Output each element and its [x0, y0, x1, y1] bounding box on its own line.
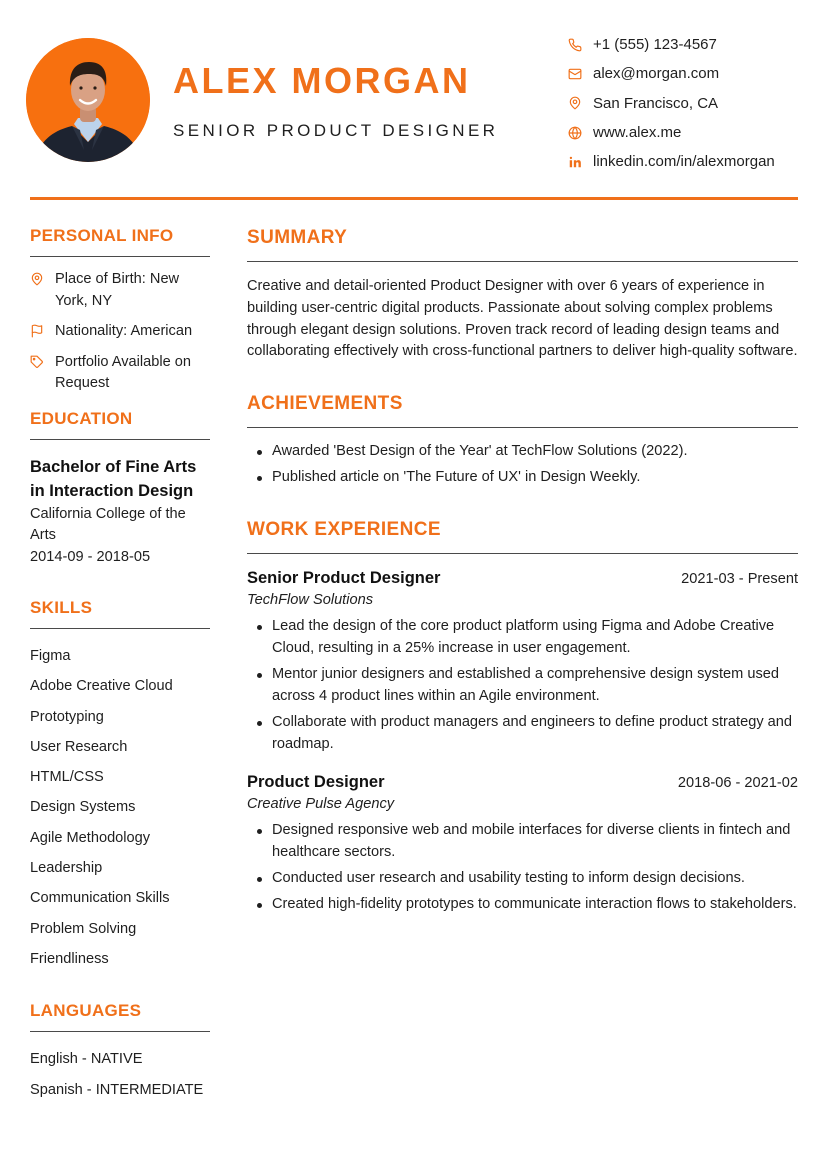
- job-bullet: Lead the design of the core product platform using Figma and Adobe Creative Cloud, resulting in a 25% increase in user engagement.: [247, 616, 798, 660]
- skill-item: Leadership: [30, 860, 103, 877]
- skills-section: [30, 598, 210, 974]
- summary-section: [247, 227, 798, 363]
- achievements-title: ACHIEVEMENTS: [247, 393, 798, 428]
- personal-info-item: [30, 352, 210, 395]
- skill-item: Prototyping: [30, 708, 104, 725]
- job-bullet: Mentor junior designers and established a comprehensive design system used across 4 product lines within an Agile environment.: [247, 664, 798, 708]
- contact-linkedin[interactable]: [568, 147, 818, 176]
- job-entry: [247, 569, 798, 756]
- work-experience-section: [247, 519, 798, 916]
- summary-title: SUMMARY: [247, 227, 798, 262]
- job-bullet: Designed responsive web and mobile interfaces for diverse clients in fintech and healthcare sectors.: [247, 820, 798, 864]
- job-title: Product Designer: [247, 773, 385, 792]
- job-company: TechFlow Solutions: [247, 592, 374, 609]
- language-item: Spanish - INTERMEDIATE: [30, 1081, 204, 1098]
- phone-icon: [568, 38, 582, 52]
- skill-item: Friendliness: [30, 950, 109, 967]
- header-divider: [30, 197, 798, 200]
- email-icon: [568, 67, 582, 81]
- summary-text: Creative and detail-oriented Product Designer with over 6 years of experience in building user-centric digital products. Passionate about solving complex problems through elegant design solutions. Proven track record of leading design teams and collaborating effectively with cross-functional partners to deliver high-quality software.: [247, 278, 798, 360]
- avatar: [26, 38, 150, 162]
- candidate-role: SENIOR PRODUCT DESIGNER: [173, 121, 499, 140]
- job-bullets: [247, 616, 798, 756]
- job-title: Senior Product Designer: [247, 569, 441, 588]
- achievements-section: [247, 393, 798, 489]
- personal-info-section: [30, 226, 210, 395]
- flag-icon: [30, 324, 44, 338]
- skill-list: [30, 641, 210, 974]
- achievement-list: [247, 441, 798, 489]
- job-bullet: Collaborate with product managers and engineers to define product strategy and roadmap.: [247, 712, 798, 756]
- job-bullet: Conducted user research and usability testing to inform design decisions.: [247, 868, 798, 890]
- personal-info-title: PERSONAL INFO: [30, 226, 210, 257]
- contact-website[interactable]: [568, 118, 818, 147]
- candidate-name: ALEX MORGAN: [173, 60, 471, 101]
- skill-item: Adobe Creative Cloud: [30, 678, 173, 695]
- language-list: [30, 1044, 210, 1105]
- left-column: [30, 226, 210, 1105]
- skill-item: Agile Methodology: [30, 829, 151, 846]
- skill-item: Figma: [30, 648, 71, 664]
- skills-title: SKILLS: [30, 598, 210, 629]
- skill-item: Design Systems: [30, 799, 136, 816]
- skill-item: User Research: [30, 738, 128, 755]
- education-degree: Bachelor of Fine Arts in Interaction Design: [30, 457, 197, 500]
- job-bullets: [247, 820, 798, 916]
- education-dates: 2014-09 - 2018-05: [30, 548, 151, 565]
- contact-email-text: alex@morgan.com: [593, 65, 720, 83]
- achievement-item: Awarded 'Best Design of the Year' at TechFlow Solutions (2022).: [247, 441, 798, 463]
- profile-photo: [26, 38, 150, 162]
- personal-info-text: Portfolio Available on Request: [55, 353, 192, 391]
- contact-location: [568, 89, 818, 118]
- job-company: Creative Pulse Agency: [247, 796, 395, 813]
- location-icon: [568, 96, 582, 110]
- language-item: English - NATIVE: [30, 1051, 143, 1068]
- languages-title: LANGUAGES: [30, 1001, 210, 1032]
- personal-info-text: Place of Birth: New York, NY: [55, 271, 180, 309]
- achievement-item: Published article on 'The Future of UX' in Design Weekly.: [247, 467, 798, 489]
- personal-info-item: [30, 321, 210, 343]
- skill-item: Communication Skills: [30, 890, 170, 907]
- skill-item: HTML/CSS: [30, 769, 104, 786]
- skill-item: Problem Solving: [30, 920, 137, 937]
- right-column: [247, 227, 798, 921]
- education-school: California College of the Arts: [30, 505, 186, 543]
- location-icon: [30, 272, 44, 286]
- contact-location-text: San Francisco, CA: [593, 94, 719, 112]
- linkedin-icon: [568, 155, 582, 169]
- contact-website-text: www.alex.me: [593, 124, 682, 142]
- contact-phone[interactable]: [568, 30, 818, 59]
- personal-info-item: [30, 269, 210, 312]
- job-dates: 2018-06 - 2021-02: [677, 775, 798, 792]
- languages-section: [30, 1001, 210, 1105]
- education-title: EDUCATION: [30, 409, 210, 440]
- globe-icon: [568, 126, 582, 140]
- personal-info-text: Nationality: American: [55, 323, 193, 339]
- job-bullet: Created high-fidelity prototypes to communicate interaction flows to stakeholders.: [247, 894, 798, 916]
- job-dates: 2021-03 - Present: [681, 571, 798, 588]
- work-experience-title: WORK EXPERIENCE: [247, 519, 798, 554]
- contact-linkedin-text: linkedin.com/in/alexmorgan: [593, 153, 775, 171]
- contact-phone-text: +1 (555) 123-4567: [593, 36, 717, 54]
- contact-email[interactable]: [568, 59, 818, 88]
- job-entry: [247, 773, 798, 916]
- tag-icon: [30, 355, 44, 369]
- contact-block: [568, 30, 818, 176]
- education-section: [30, 409, 210, 569]
